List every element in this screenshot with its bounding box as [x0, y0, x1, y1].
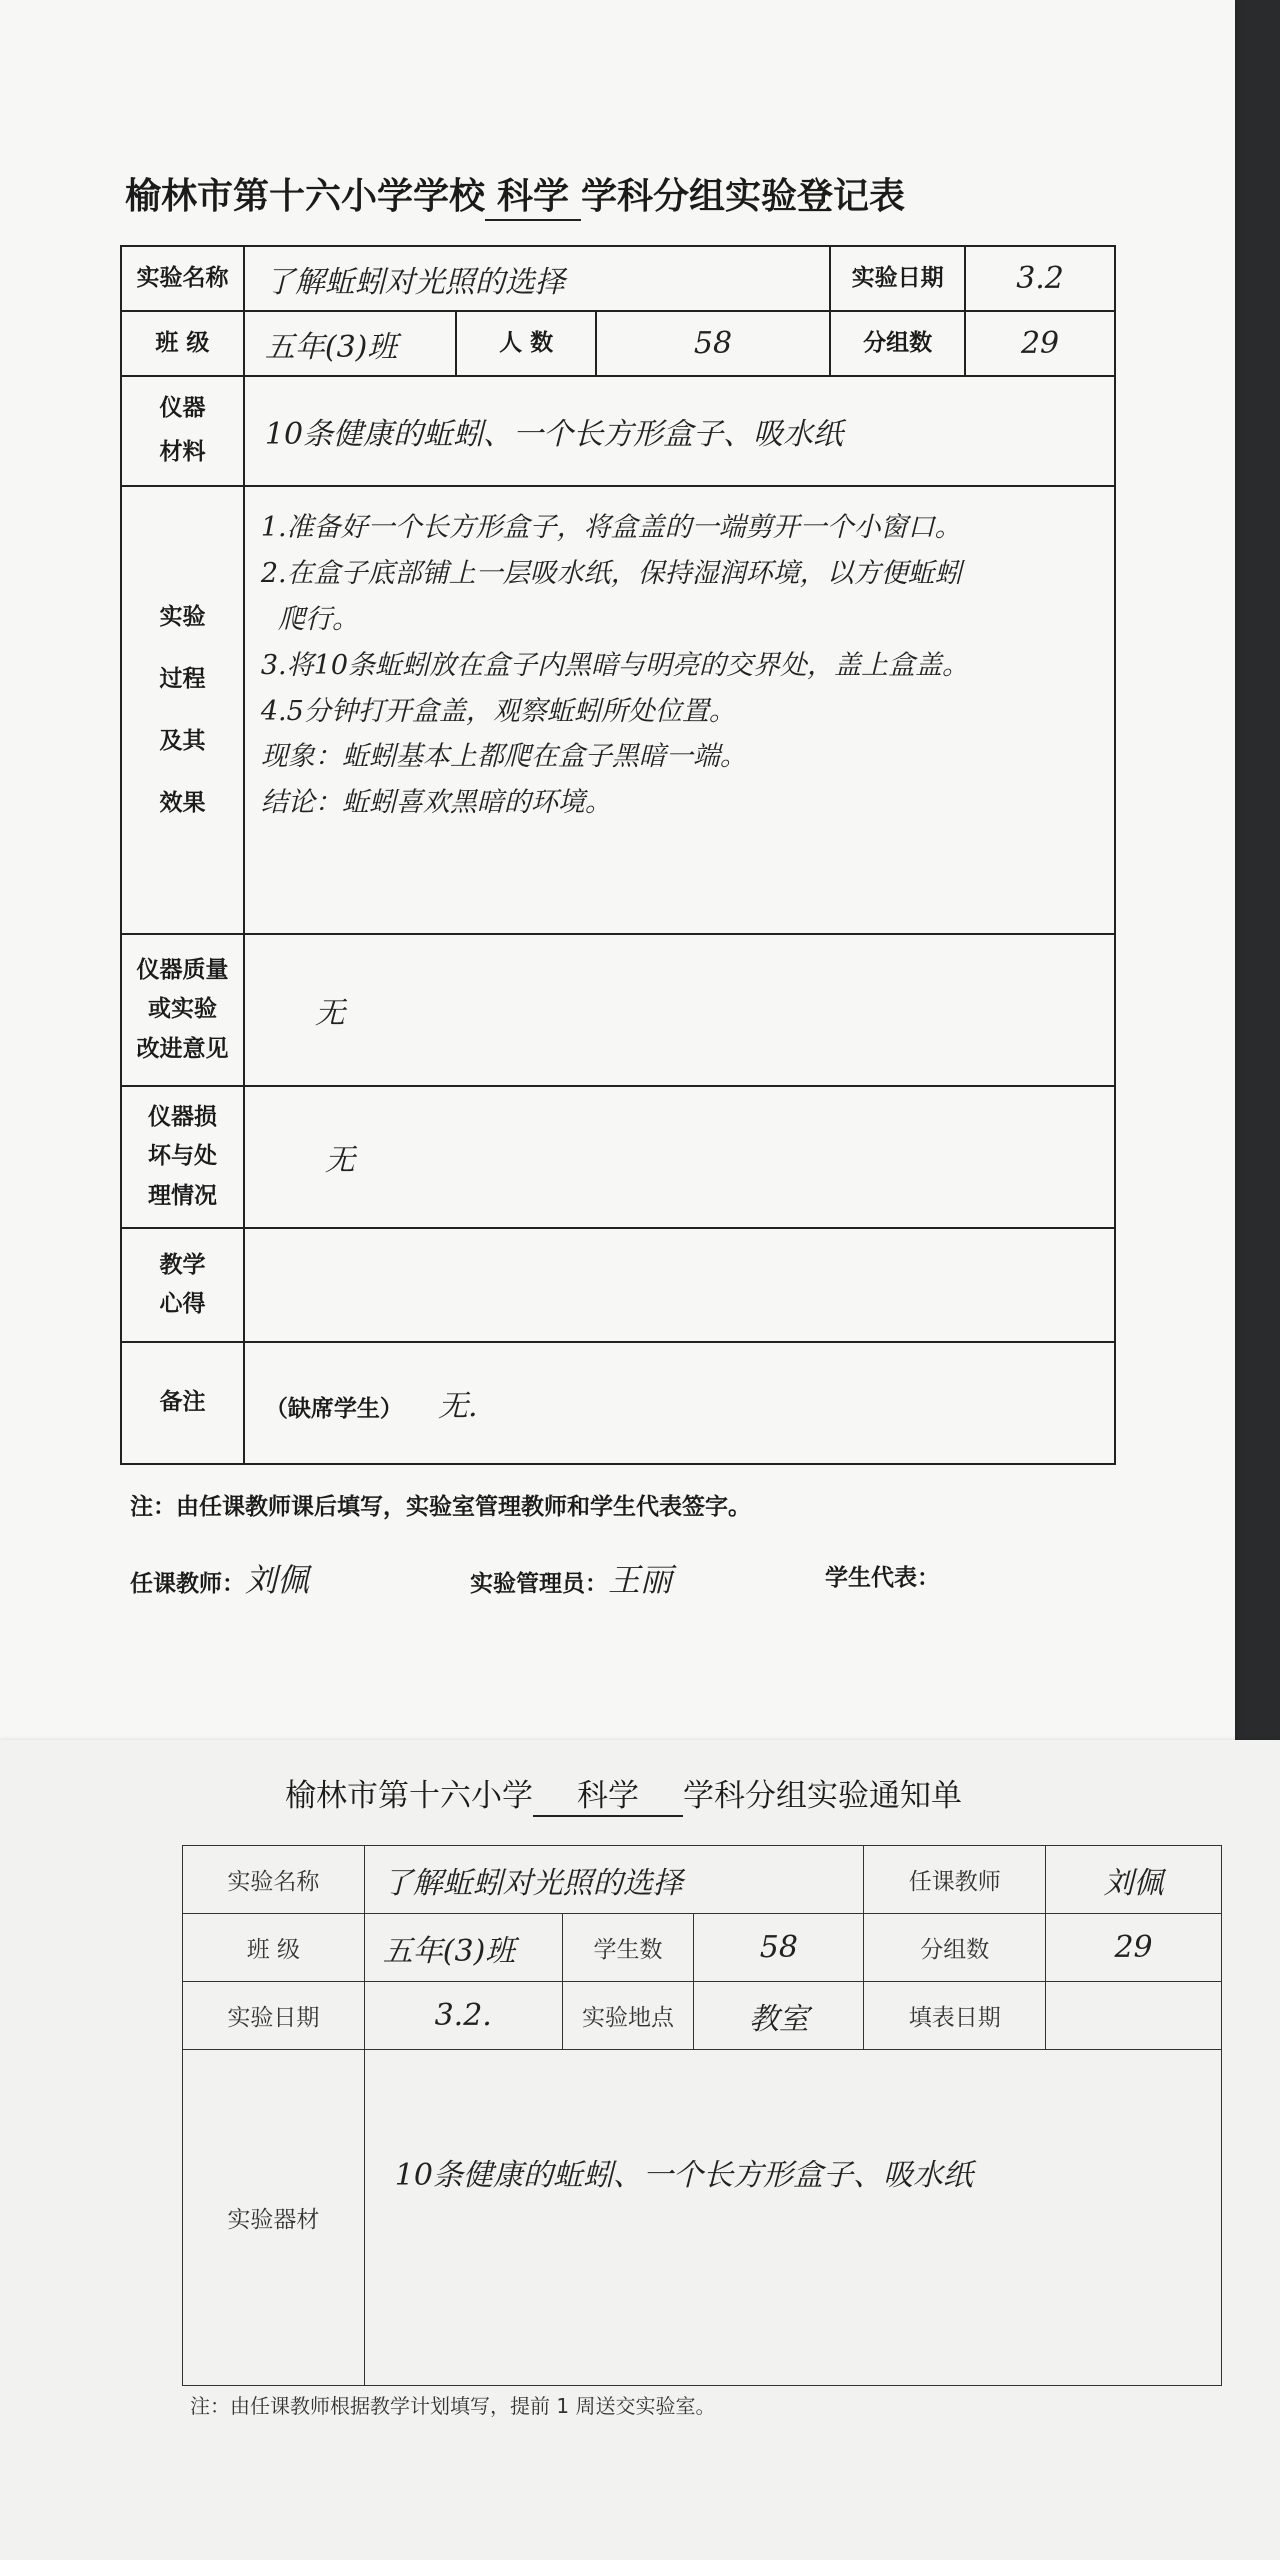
absent-students-label: （缺席学生） — [264, 1396, 403, 1422]
notice-label-students: 学生数 — [562, 1914, 694, 1982]
value-groups: 29 — [965, 311, 1115, 376]
notice-label-location: 实验地点 — [562, 1982, 694, 2050]
notice-note: 注：由任课教师根据教学计划填写，提前 1 周送交实验室。 — [190, 2394, 716, 2418]
notice-label-teacher: 任课教师 — [864, 1846, 1046, 1914]
notice-label-name: 实验名称 — [183, 1846, 365, 1914]
teacher-signature — [130, 1555, 309, 1601]
notice-value-class: 五年(3)班 — [364, 1914, 562, 1982]
notice-table — [182, 1845, 1222, 2386]
notice-label-date: 实验日期 — [183, 1982, 365, 2050]
label-remarks: 备注 — [121, 1342, 244, 1464]
label-experiment-date: 实验日期 — [830, 246, 965, 311]
value-quality: 无 — [244, 934, 1115, 1086]
registration-note: 注：由任课教师课后填写，实验室管理教师和学生代表签字。 — [130, 1494, 751, 1520]
label-groups: 分组数 — [830, 311, 965, 376]
process-line: 结论：蚯蚓喜欢黑暗的环境。 — [260, 787, 612, 819]
notice-value-materials: 10条健康的蚯蚓、一个长方形盒子、吸水纸 — [364, 2050, 1221, 2386]
notice-title-subject: 科学 — [533, 1770, 683, 1817]
title-school: 榆林市第十六小学学校 — [125, 176, 486, 217]
label-damage: 仪器损 坏与处 理情况 — [121, 1086, 244, 1228]
value-experiment-name: 了解蚯蚓对光照的选择 — [244, 246, 830, 311]
label-quality: 仪器质量 或实验 改进意见 — [121, 934, 244, 1086]
value-reflection — [244, 1228, 1115, 1342]
process-line: 现象：蚯蚓基本上都爬在盒子黑暗一端。 — [260, 741, 747, 773]
remarks-cell — [244, 1342, 1115, 1464]
value-materials: 10条健康的蚯蚓、一个长方形盒子、吸水纸 — [244, 376, 1115, 486]
value-count: 58 — [596, 311, 830, 376]
notice-value-students: 58 — [694, 1914, 864, 1982]
process-line: 1.准备好一个长方形盒子，将盒盖的一端剪开一个小窗口。 — [260, 512, 962, 543]
notice-value-teacher: 刘佩 — [1046, 1846, 1222, 1914]
notice-label-class: 班 级 — [183, 1914, 365, 1982]
admin-signature-value: 王丽 — [608, 1561, 673, 1599]
value-class: 五年(3)班 — [244, 311, 456, 376]
value-experiment-date: 3.2 — [965, 246, 1115, 311]
notice-title — [285, 1770, 962, 1817]
label-materials: 仪器 材料 — [121, 376, 244, 486]
notice-title-school: 榆林市第十六小学 — [285, 1778, 533, 1814]
title-form-name: 学科分组实验登记表 — [581, 176, 906, 217]
label-reflection: 教学 心得 — [121, 1228, 244, 1342]
label-class: 班 级 — [121, 311, 244, 376]
title-subject: 科学 — [485, 168, 581, 221]
process-line: 4.5分钟打开盒盖，观察蚯蚓所处位置。 — [260, 695, 736, 727]
teacher-signature-label: 任课教师： — [130, 1571, 245, 1597]
teacher-signature-value: 刘佩 — [245, 1561, 310, 1599]
student-signature — [825, 1555, 940, 1593]
admin-signature-label: 实验管理员： — [470, 1571, 608, 1597]
process-line: 3.将10条蚯蚓放在盒子内黑暗与明亮的交界处，盖上盒盖。 — [260, 649, 969, 681]
student-signature-label: 学生代表： — [825, 1565, 940, 1591]
registration-title — [125, 168, 905, 221]
notice-value-fill-date — [1046, 1982, 1222, 2050]
process-cell — [244, 486, 1115, 934]
value-damage: 无 — [244, 1086, 1115, 1228]
label-process: 实验 过程 及其 效果 — [121, 486, 244, 934]
notice-title-form-name: 学科分组实验通知单 — [683, 1778, 962, 1814]
admin-signature — [470, 1555, 672, 1601]
process-line: 2.在盒子底部铺上一层吸水纸，保持湿润环境，以方便蚯蚓 — [260, 557, 962, 589]
notice-label-materials: 实验器材 — [183, 2050, 365, 2386]
absent-students-value: 无. — [437, 1389, 478, 1424]
notice-label-groups: 分组数 — [864, 1914, 1046, 1982]
notice-value-location: 教室 — [694, 1982, 864, 2050]
notice-value-name: 了解蚯蚓对光照的选择 — [364, 1846, 864, 1914]
notice-value-date: 3.2. — [364, 1982, 562, 2050]
process-line: 爬行。 — [260, 603, 360, 635]
label-count: 人 数 — [456, 311, 596, 376]
notice-value-groups: 29 — [1046, 1914, 1222, 1982]
notice-label-fill-date: 填表日期 — [864, 1982, 1046, 2050]
registration-table — [120, 245, 1116, 1465]
label-experiment-name: 实验名称 — [121, 246, 244, 311]
